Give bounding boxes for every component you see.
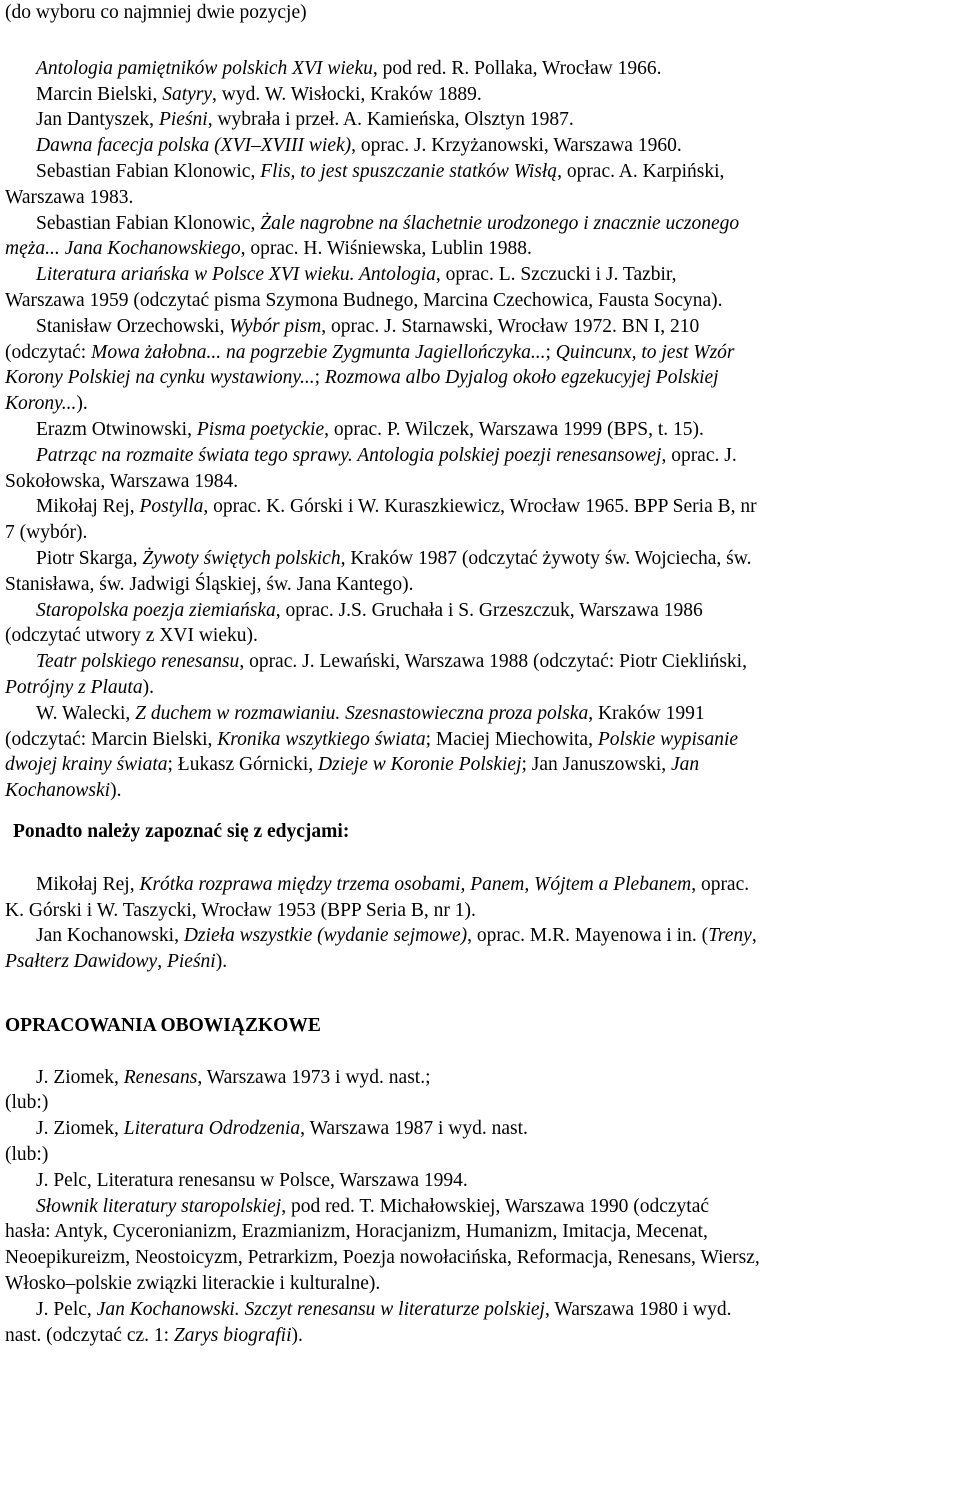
reading-list-line bbox=[5, 185, 953, 211]
text-segment: (lub:) bbox=[5, 1144, 49, 1166]
text-segment: ). bbox=[142, 676, 154, 698]
text-segment: Warszawa 1983. bbox=[5, 186, 134, 208]
text-segment: ; bbox=[314, 367, 325, 389]
italic-title-text: Zarys biografii bbox=[173, 1324, 292, 1346]
text-segment: , bbox=[751, 925, 757, 947]
text-segment: , wyd. W. Wisłocki, Kraków 1889. bbox=[212, 83, 482, 105]
intro-note: (do wyboru co najmniej dwie pozycje) bbox=[5, 2, 307, 23]
italic-title-text: Potrójny z Plauta bbox=[5, 676, 143, 698]
italic-title-text: Dzieje w Koronie Polskiej bbox=[318, 754, 522, 776]
editions-line bbox=[5, 872, 953, 898]
reading-list-line bbox=[5, 82, 953, 108]
reading-list-line bbox=[5, 520, 953, 546]
text-segment: ; bbox=[545, 341, 556, 363]
italic-title-text: Jan bbox=[671, 754, 700, 776]
italic-title-text: Rozmowa albo Dyjalog około egzekucyjej Polskiej bbox=[324, 367, 719, 389]
studies-line bbox=[5, 1168, 953, 1194]
studies-line bbox=[5, 1065, 953, 1091]
studies-line bbox=[5, 1142, 953, 1168]
studies-line bbox=[5, 1194, 953, 1220]
studies-line bbox=[5, 1271, 953, 1297]
reading-list-line bbox=[5, 288, 953, 314]
text-segment: , pod red. T. Michałowskiej, Warszawa 1990 (odczytać bbox=[281, 1195, 710, 1217]
text-segment: hasła: Antyk, Cyceronianizm, Erazmianizm, Horacjanizm, Humanizm, Imitacja, Mecenat, bbox=[5, 1221, 708, 1243]
italic-title-text: Żale nagrobne na ślachetnie urodzonego i znacznie uczonego bbox=[260, 212, 740, 234]
italic-title-text: Literatura ariańska w Polsce XVI wieku. Antologia bbox=[36, 264, 436, 286]
text-segment: ). bbox=[76, 393, 88, 415]
text-segment: 7 (wybór). bbox=[5, 522, 88, 544]
italic-title-text: Psałterz Dawidowy bbox=[5, 951, 158, 973]
italic-title-text: Flis, to jest spuszczanie statków Wisłą bbox=[260, 160, 558, 182]
italic-title-text: Słownik literatury staropolskiej bbox=[36, 1195, 282, 1217]
text-segment: ). bbox=[110, 780, 122, 802]
text-segment: , oprac. J. bbox=[661, 444, 737, 466]
italic-title-text: Patrząc na rozmaite świata tego sprawy. Antologia polskiej poezji renesansowej bbox=[36, 444, 662, 466]
text-segment: Stanisław Orzechowski, bbox=[36, 315, 230, 337]
italic-title-text: Krótka rozprawa między trzema osobami, Panem, Wójtem a Plebanem bbox=[139, 873, 692, 895]
reading-list-line bbox=[5, 262, 953, 288]
italic-title-text: Renesans bbox=[123, 1066, 198, 1088]
italic-title-text: Staropolska poezja ziemiańska bbox=[36, 599, 276, 621]
editions-list bbox=[5, 872, 953, 975]
italic-title-text: Z duchem w rozmawianiu. Szesnastowieczna proza polska bbox=[135, 702, 589, 724]
text-segment: W. Walecki, bbox=[36, 702, 136, 724]
text-segment: Warszawa 1959 (odczytać pisma Szymona Budnego, Marcina Czechowica, Fausta Socyna). bbox=[5, 289, 723, 311]
text-segment: , Warszawa 1980 i wyd. bbox=[544, 1298, 732, 1320]
reading-list-line bbox=[5, 417, 953, 443]
text-segment: K. Górski i W. Taszycki, Wrocław 1953 (BPP Seria B, nr 1). bbox=[5, 899, 476, 921]
italic-title-text: Kochanowski bbox=[5, 780, 111, 802]
reading-list-line bbox=[5, 572, 953, 598]
studies-line bbox=[5, 1323, 953, 1349]
italic-title-text: Quincunx, to jest Wzór bbox=[555, 341, 735, 363]
text-segment: Marcin Bielski, bbox=[36, 83, 163, 105]
reading-list-line bbox=[5, 649, 953, 675]
text-segment: nast. (odczytać cz. 1: bbox=[5, 1324, 174, 1346]
text-segment: , oprac. H. Wiśniewska, Lublin 1988. bbox=[240, 238, 532, 260]
reading-list-line bbox=[5, 211, 953, 237]
text-segment: Piotr Skarga, bbox=[36, 547, 143, 569]
text-segment: Mikołaj Rej, bbox=[36, 496, 140, 518]
text-segment: , wybrała i przeł. A. Kamieńska, Olsztyn 1987. bbox=[207, 109, 574, 131]
text-segment: Jan Dantyszek, bbox=[36, 109, 159, 131]
reading-list bbox=[5, 56, 953, 804]
reading-list-line bbox=[5, 469, 953, 495]
text-segment: Jan Kochanowski, bbox=[36, 925, 184, 947]
reading-list-line bbox=[5, 494, 953, 520]
italic-title-text: Wybór pism bbox=[229, 315, 322, 337]
reading-list-line bbox=[5, 340, 953, 366]
text-segment: J. Ziomek, bbox=[36, 1118, 124, 1140]
italic-title-text: dwojej krainy świata bbox=[5, 754, 168, 776]
text-segment: Mikołaj Rej, bbox=[36, 873, 140, 895]
editions-heading: Ponadto należy zapoznać się z edycjami: bbox=[13, 820, 350, 842]
text-segment: , Warszawa 1987 i wyd. nast. bbox=[300, 1118, 528, 1140]
text-segment: , bbox=[157, 951, 167, 973]
italic-title-text: Pieśni bbox=[166, 951, 216, 973]
text-segment: , oprac. J. Krzyżanowski, Warszawa 1960. bbox=[351, 135, 682, 157]
document-page bbox=[5, 0, 953, 1348]
italic-title-text: Dawna facecja polska (XVI–XVIII wiek) bbox=[36, 135, 352, 157]
text-segment: , Warszawa 1973 i wyd. nast.; bbox=[197, 1066, 431, 1088]
studies-list bbox=[5, 1065, 953, 1349]
reading-list-line bbox=[5, 314, 953, 340]
studies-line bbox=[5, 1245, 953, 1271]
italic-title-text: Satyry bbox=[162, 83, 213, 105]
text-segment: Włosko–polskie związki literackie i kulturalne). bbox=[5, 1273, 381, 1295]
italic-title-text: Postylla bbox=[139, 496, 204, 518]
text-segment: Sokołowska, Warszawa 1984. bbox=[5, 470, 239, 492]
text-segment: ). bbox=[291, 1324, 303, 1346]
italic-title-text: Polskie wypisanie bbox=[597, 728, 739, 750]
text-segment: , oprac. A. Karpiński, bbox=[557, 160, 725, 182]
text-segment: Neoepikureizm, Neostoicyzm, Petrarkizm, Poezja nowołacińska, Reformacja, Renesans, Wiersz, bbox=[5, 1247, 760, 1269]
text-segment: Sebastian Fabian Klonowic, bbox=[36, 212, 261, 234]
reading-list-line bbox=[5, 727, 953, 753]
italic-title-text: Dzieła wszystkie (wydanie sejmowe) bbox=[183, 925, 468, 947]
italic-title-text: Korony... bbox=[5, 393, 77, 415]
italic-title-text: Treny bbox=[708, 925, 752, 947]
editions-line bbox=[5, 949, 953, 975]
italic-title-text: męża... Jana Kochanowskiego bbox=[5, 238, 241, 260]
studies-line bbox=[5, 1116, 953, 1142]
italic-title-text: Korony Polskiej na cynku wystawiony... bbox=[5, 367, 315, 389]
reading-list-line bbox=[5, 623, 953, 649]
text-segment: , oprac. J. Lewański, Warszawa 1988 (odczytać: Piotr Ciekliński, bbox=[239, 651, 747, 673]
reading-list-line bbox=[5, 675, 953, 701]
italic-title-text: Kronika wszytkiego świata bbox=[217, 728, 426, 750]
text-segment: ). bbox=[215, 951, 228, 973]
studies-heading: OPRACOWANIA OBOWIĄZKOWE bbox=[5, 1014, 321, 1036]
text-segment: , oprac. K. Górski i W. Kuraszkiewicz, Wrocław 1965. BPP Seria B, nr bbox=[203, 496, 757, 518]
reading-list-line bbox=[5, 546, 953, 572]
text-segment: , oprac. J.S. Gruchała i S. Grzeszczuk, Warszawa 1986 bbox=[275, 599, 703, 621]
reading-list-line bbox=[5, 107, 953, 133]
text-segment: ; Jan Januszowski, bbox=[521, 754, 672, 776]
reading-list-line bbox=[5, 701, 953, 727]
text-segment: , pod red. R. Pollaka, Wrocław 1966. bbox=[372, 57, 662, 79]
studies-line bbox=[5, 1090, 953, 1116]
studies-line bbox=[5, 1297, 953, 1323]
italic-title-text: Mowa żałobna... na pogrzebie Zygmunta Jagiellończyka... bbox=[91, 341, 546, 363]
text-segment: , oprac. M.R. Mayenowa i in. ( bbox=[467, 925, 709, 947]
reading-list-line bbox=[5, 56, 953, 82]
text-segment: , oprac. L. Szczucki i J. Tazbir, bbox=[435, 264, 677, 286]
text-segment: (lub:) bbox=[5, 1092, 49, 1114]
editions-line bbox=[5, 898, 953, 924]
studies-line bbox=[5, 1219, 953, 1245]
text-segment: , Kraków 1991 bbox=[588, 702, 705, 724]
text-segment: , oprac. J. Starnawski, Wrocław 1972. BN I, 210 bbox=[321, 315, 700, 337]
text-segment: (odczytać: bbox=[5, 341, 92, 363]
text-segment: Sebastian Fabian Klonowic, bbox=[36, 160, 261, 182]
text-segment: , Kraków 1987 (odczytać żywoty św. Wojciecha, św. bbox=[340, 547, 752, 569]
reading-list-line bbox=[5, 752, 953, 778]
editions-line bbox=[5, 923, 953, 949]
text-segment: J. Pelc, Literatura renesansu w Polsce, Warszawa 1994. bbox=[36, 1169, 468, 1191]
reading-list-line bbox=[5, 236, 953, 262]
reading-list-line bbox=[5, 365, 953, 391]
italic-title-text: Jan Kochanowski. Szczyt renesansu w literaturze polskiej bbox=[96, 1298, 545, 1320]
text-segment: , oprac. bbox=[691, 873, 750, 895]
text-segment: ; Maciej Miechowita, bbox=[425, 728, 598, 750]
text-segment: (odczytać utwory z XVI wieku). bbox=[5, 625, 258, 647]
text-segment: Stanisława, św. Jadwigi Śląskiej, św. Jana Kantego). bbox=[5, 573, 414, 595]
italic-title-text: Literatura Odrodzenia bbox=[123, 1118, 301, 1140]
reading-list-line bbox=[5, 133, 953, 159]
reading-list-line bbox=[5, 391, 953, 417]
text-segment: (odczytać: Marcin Bielski, bbox=[5, 728, 218, 750]
italic-title-text: Antologia pamiętników polskich XVI wieku bbox=[36, 57, 373, 79]
italic-title-text: Teatr polskiego renesansu bbox=[36, 651, 240, 673]
reading-list-line bbox=[5, 443, 953, 469]
reading-list-line bbox=[5, 159, 953, 185]
italic-title-text: Pieśni bbox=[158, 109, 208, 131]
text-segment: J. Pelc, bbox=[36, 1298, 97, 1320]
text-segment: , oprac. P. Wilczek, Warszawa 1999 (BPS, t. 15). bbox=[324, 418, 704, 440]
italic-title-text: Żywoty świętych polskich bbox=[142, 547, 341, 569]
reading-list-line bbox=[5, 778, 953, 804]
text-segment: Erazm Otwinowski, bbox=[36, 418, 197, 440]
text-segment: J. Ziomek, bbox=[36, 1066, 124, 1088]
reading-list-line bbox=[5, 598, 953, 624]
italic-title-text: Pisma poetyckie bbox=[196, 418, 325, 440]
text-segment: ; Łukasz Górnicki, bbox=[167, 754, 319, 776]
